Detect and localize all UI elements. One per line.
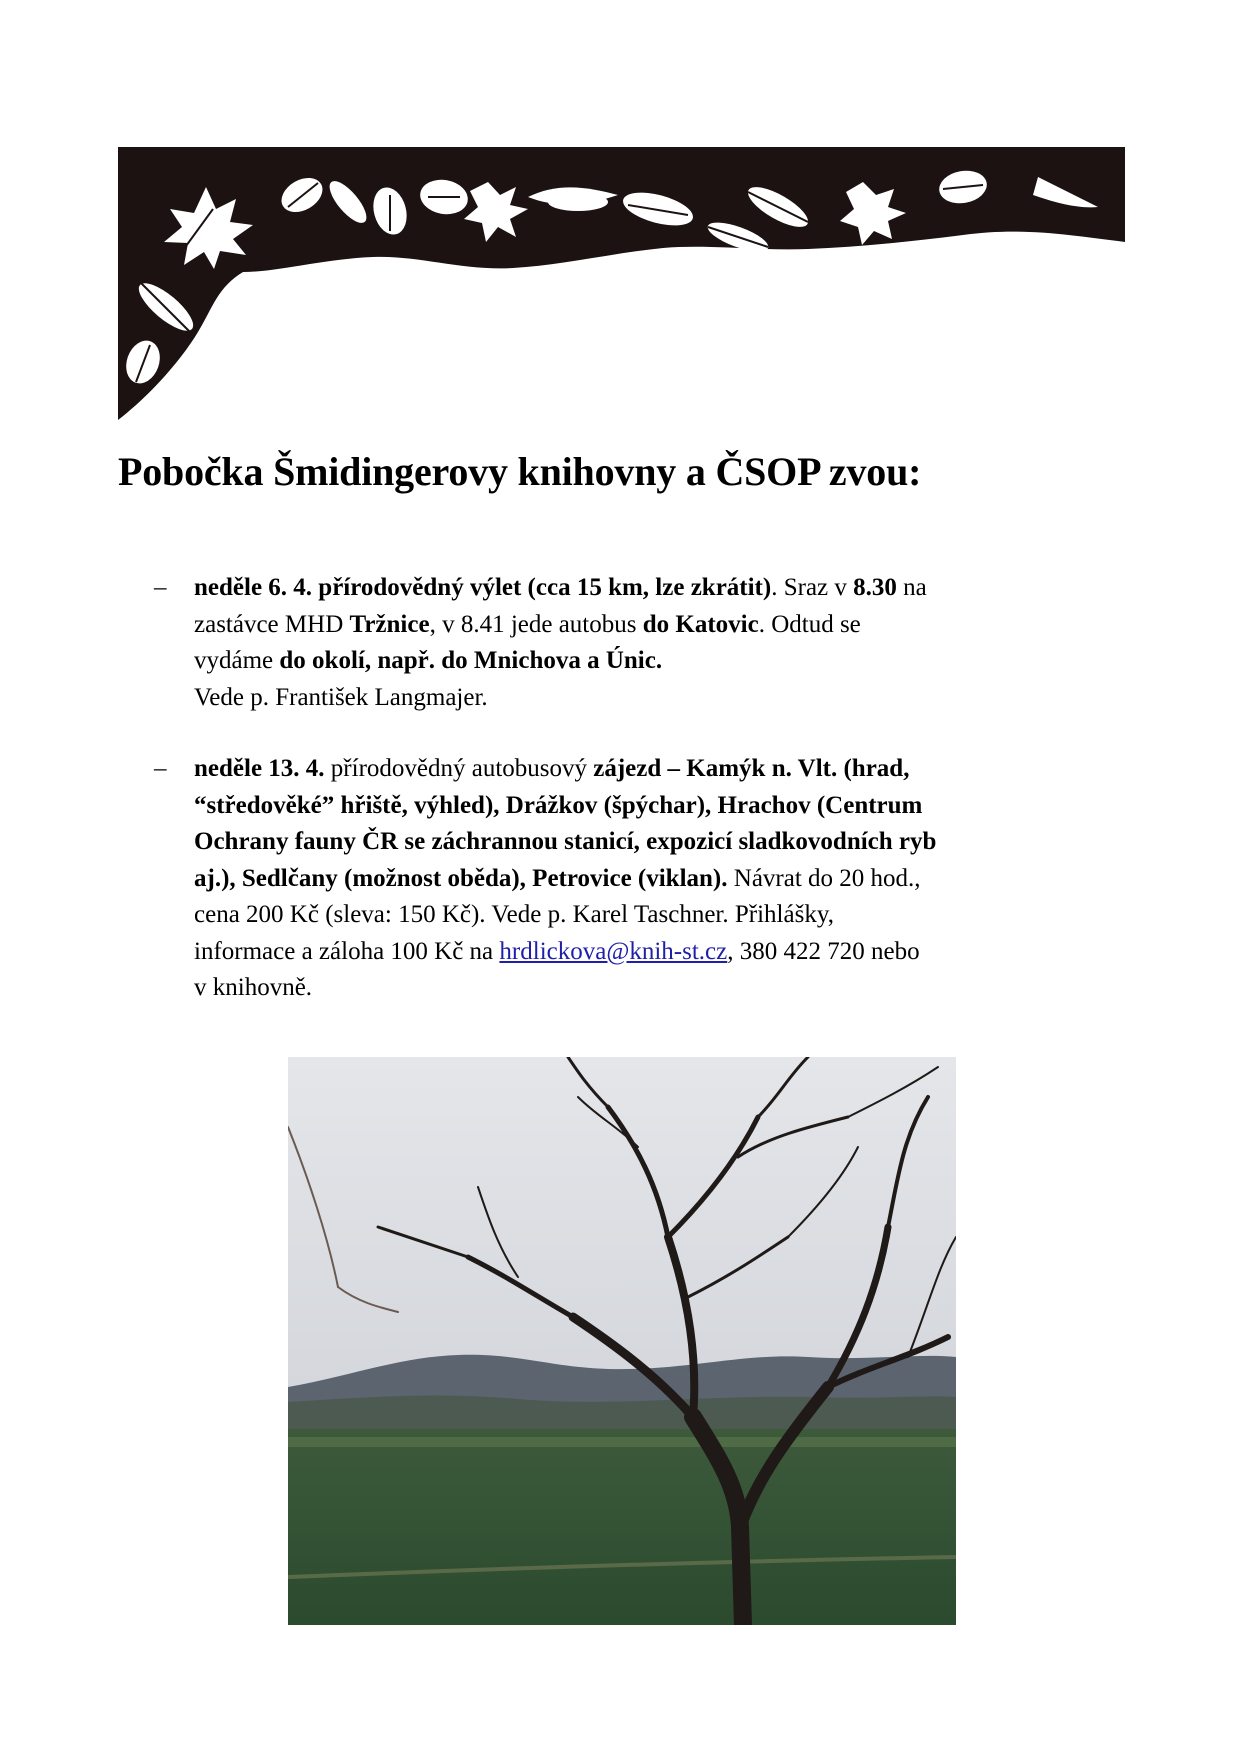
text: cena 200 Kč (sleva: 150 Kč). Vede p. Karel Taschner. Přihlášky, xyxy=(194,901,834,928)
text: , v 8.41 jede autobus xyxy=(429,610,643,638)
text: přírodovědný autobusový xyxy=(324,755,594,782)
event-line xyxy=(194,970,1134,1007)
text: Návrat do 20 hod., xyxy=(727,864,921,892)
text: zastávce MHD xyxy=(194,610,350,638)
event-text xyxy=(194,570,1134,716)
event-line xyxy=(194,861,1134,898)
event-line xyxy=(194,570,1134,607)
text: v knihovně. xyxy=(194,974,313,1001)
leaf-banner-graphic xyxy=(118,147,1125,420)
text: . Odtud se xyxy=(758,610,861,638)
bold-text: Tržnice xyxy=(349,610,430,638)
event-line xyxy=(194,751,1134,788)
leaf-banner xyxy=(118,147,1125,420)
event-line xyxy=(194,788,1134,825)
list-dash: – xyxy=(154,755,167,782)
text: . Sraz v xyxy=(771,574,854,601)
event-line xyxy=(194,897,1134,934)
event-text xyxy=(194,751,1134,1007)
bold-text: neděle 13. 4. xyxy=(194,755,325,782)
event-line xyxy=(194,680,1134,717)
bold-text: neděle 6. 4. přírodovědný výlet (cca 15 km, lze zkrátit) xyxy=(194,574,772,601)
tree-landscape-image xyxy=(288,1057,956,1625)
text: vydáme xyxy=(194,647,280,674)
bold-text: “středověké” hřiště, výhled), Drážkov (špýchar), Hrachov (Centrum xyxy=(194,791,923,819)
event-line xyxy=(194,643,1134,680)
text: informace a záloha 100 Kč na xyxy=(194,937,500,965)
bold-text: zájezd – Kamýk n. Vlt. (hrad, xyxy=(593,755,910,782)
list-dash: – xyxy=(154,574,167,601)
event-line xyxy=(194,934,1134,971)
email-link[interactable]: hrdlickova@knih-st.cz xyxy=(499,937,728,965)
event-line xyxy=(194,607,1134,644)
event-item xyxy=(154,570,1134,716)
bold-text: 8.30 xyxy=(853,574,897,601)
bold-text: aj.), Sedlčany (možnost oběda), Petrovice (viklan). xyxy=(194,864,728,892)
tree-landscape-photo xyxy=(288,1057,956,1625)
event-line xyxy=(194,824,1134,861)
text: na xyxy=(896,574,927,601)
text: , 380 422 720 nebo xyxy=(727,937,920,965)
bold-text: do okolí, např. do Mnichova a Únic. xyxy=(279,647,663,674)
bold-text: Ochrany fauny ČR se záchrannou stanicí, expozicí sladkovodních ryb xyxy=(194,828,937,855)
event-item xyxy=(154,751,1134,1007)
text: Vede p. František Langmajer. xyxy=(194,683,488,711)
bold-text: do Katovic xyxy=(642,610,759,638)
page-title: Pobočka Šmidingerovy knihovny a ČSOP zvou: xyxy=(118,449,922,494)
